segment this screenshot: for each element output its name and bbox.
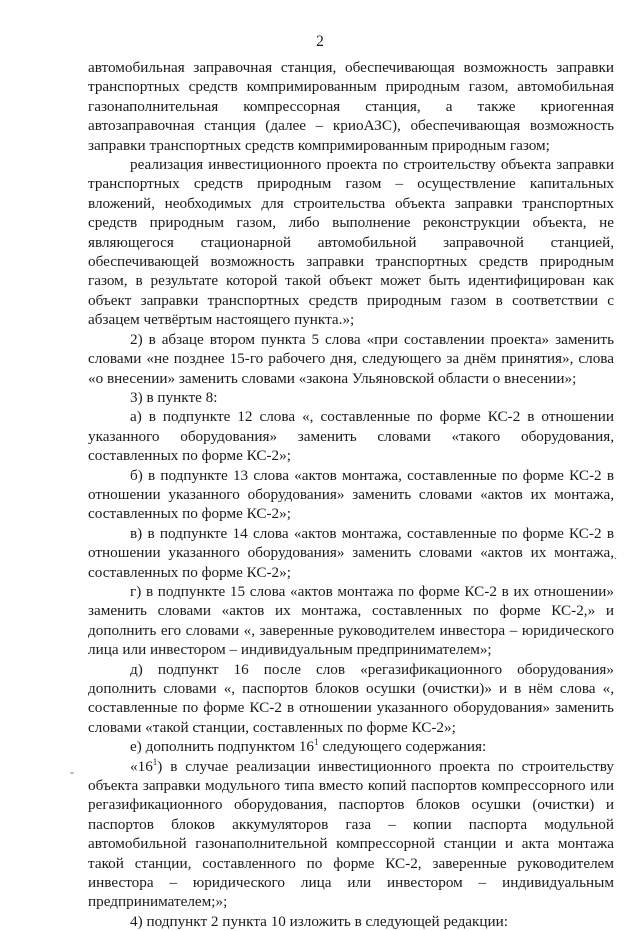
page-number: 2 [316,33,324,50]
new-subitem-text: ) в случае реализации инвестиционного проекта по строительству объекта заправки модульного типа вместо копий паспортов компрессорного или регазификационного оборудования, паспортов блоков осушки (очистки) и паспортов блоков аккумуляторов газа – копии паспорта модульной автомобильной газонаполнительной компрессорной станции и акта монтажа такой станции, составленного по форме КС-2, заверенные руководителем инвестора – юридического лица или инвестором – индивидуальным предпринимателем;»; [88,757,614,911]
new-subitem-superscript: 1 [152,756,158,767]
subitem-e-text: е) дополнить подпунктом 16 [130,738,315,756]
scan-mark: - [70,765,74,779]
paragraph-item-3: 3) в пункте 8: [130,388,218,406]
subitem-e-superscript: 1 [314,737,319,748]
new-subitem-open: «16 [130,757,153,775]
paragraph-subitem-v: в) в подпункте 14 слова «актов монтажа, составленные по форме КС-2 в отношении указанного оборудования» заменить словами «актов их монтажа, составленных по форме КС-2»; [88,524,614,581]
document-body [88,58,614,931]
paragraph-item-4: 4) подпункт 2 пункта 10 изложить в следующей редакции: [130,912,509,930]
paragraph-definition-stations: автомобильная заправочная станция, обеспечивающая возможность заправки транспортных средств компримированным природным газом, автомобильная газонаполнительная компрессорная станция, а также криогенная автозаправочная станция (далее – криоАЗС), обеспечивающая возможность заправки транспортных средств компримированным природным газом; [88,59,614,154]
paragraph-new-subitem-16-1 [88,757,614,912]
paragraph-definition-investment-project: реализация инвестиционного проекта по строительству объекта заправки транспортных средств природным газом – осуществление капитальных вложений, необходимых для строительства объекта заправки транспортных средств природным газом, либо выполнение реконструкции объекта, не являющегося стационарной автомобильной заправочной станцией, обеспечивающей возможность заправки транспортных средств природным газом, в результате которой такой объект может быть идентифицирован как объект заправки транспортных средств природным газом в соответствии с абзацем четвёртым настоящего пункта.»; [88,156,614,329]
paragraph-subitem-e [88,737,614,756]
paragraph-subitem-g: г) в подпункте 15 слова «актов монтажа по форме КС-2 в их отношении» заменить словами «актов их монтажа, составленных по форме КС-2,» и дополнить его словами «, заверенные руководителем инвестора – юридического лица или инвестором – индивидуальным предпринимателем»; [88,582,614,659]
paragraph-subitem-a: а) в подпункте 12 слова «, составленные по форме КС-2 в отношении указанного оборудования» заменить словами «такого оборудования, составленных по форме КС-2»; [88,408,614,465]
paragraph-subitem-b: б) в подпункте 13 слова «актов монтажа, составленные по форме КС-2 в отношении указанного оборудования» заменить словами «актов их монтажа, составленных по форме КС-2»; [88,466,614,523]
paragraph-subitem-d: д) подпункт 16 после слов «регазификационного оборудования» дополнить словами «, паспортов блоков осушки (очистки)» и в нём слова «, составленные по форме КС-2 в отношении указанного оборудования» заменить словами «такой станции, составленных по форме КС-2»; [88,660,614,736]
scan-mark: . [614,548,617,562]
paragraph-item-2: 2) в абзаце втором пункта 5 слова «при составлении проекта» заменить словами «не позднее 15-го рабочего дня, следующего за днём принятия», слова «о внесении» заменить словами «закона Ульяновской области о внесении»; [88,330,614,387]
subitem-e-text-end: следующего содержания: [318,738,487,756]
